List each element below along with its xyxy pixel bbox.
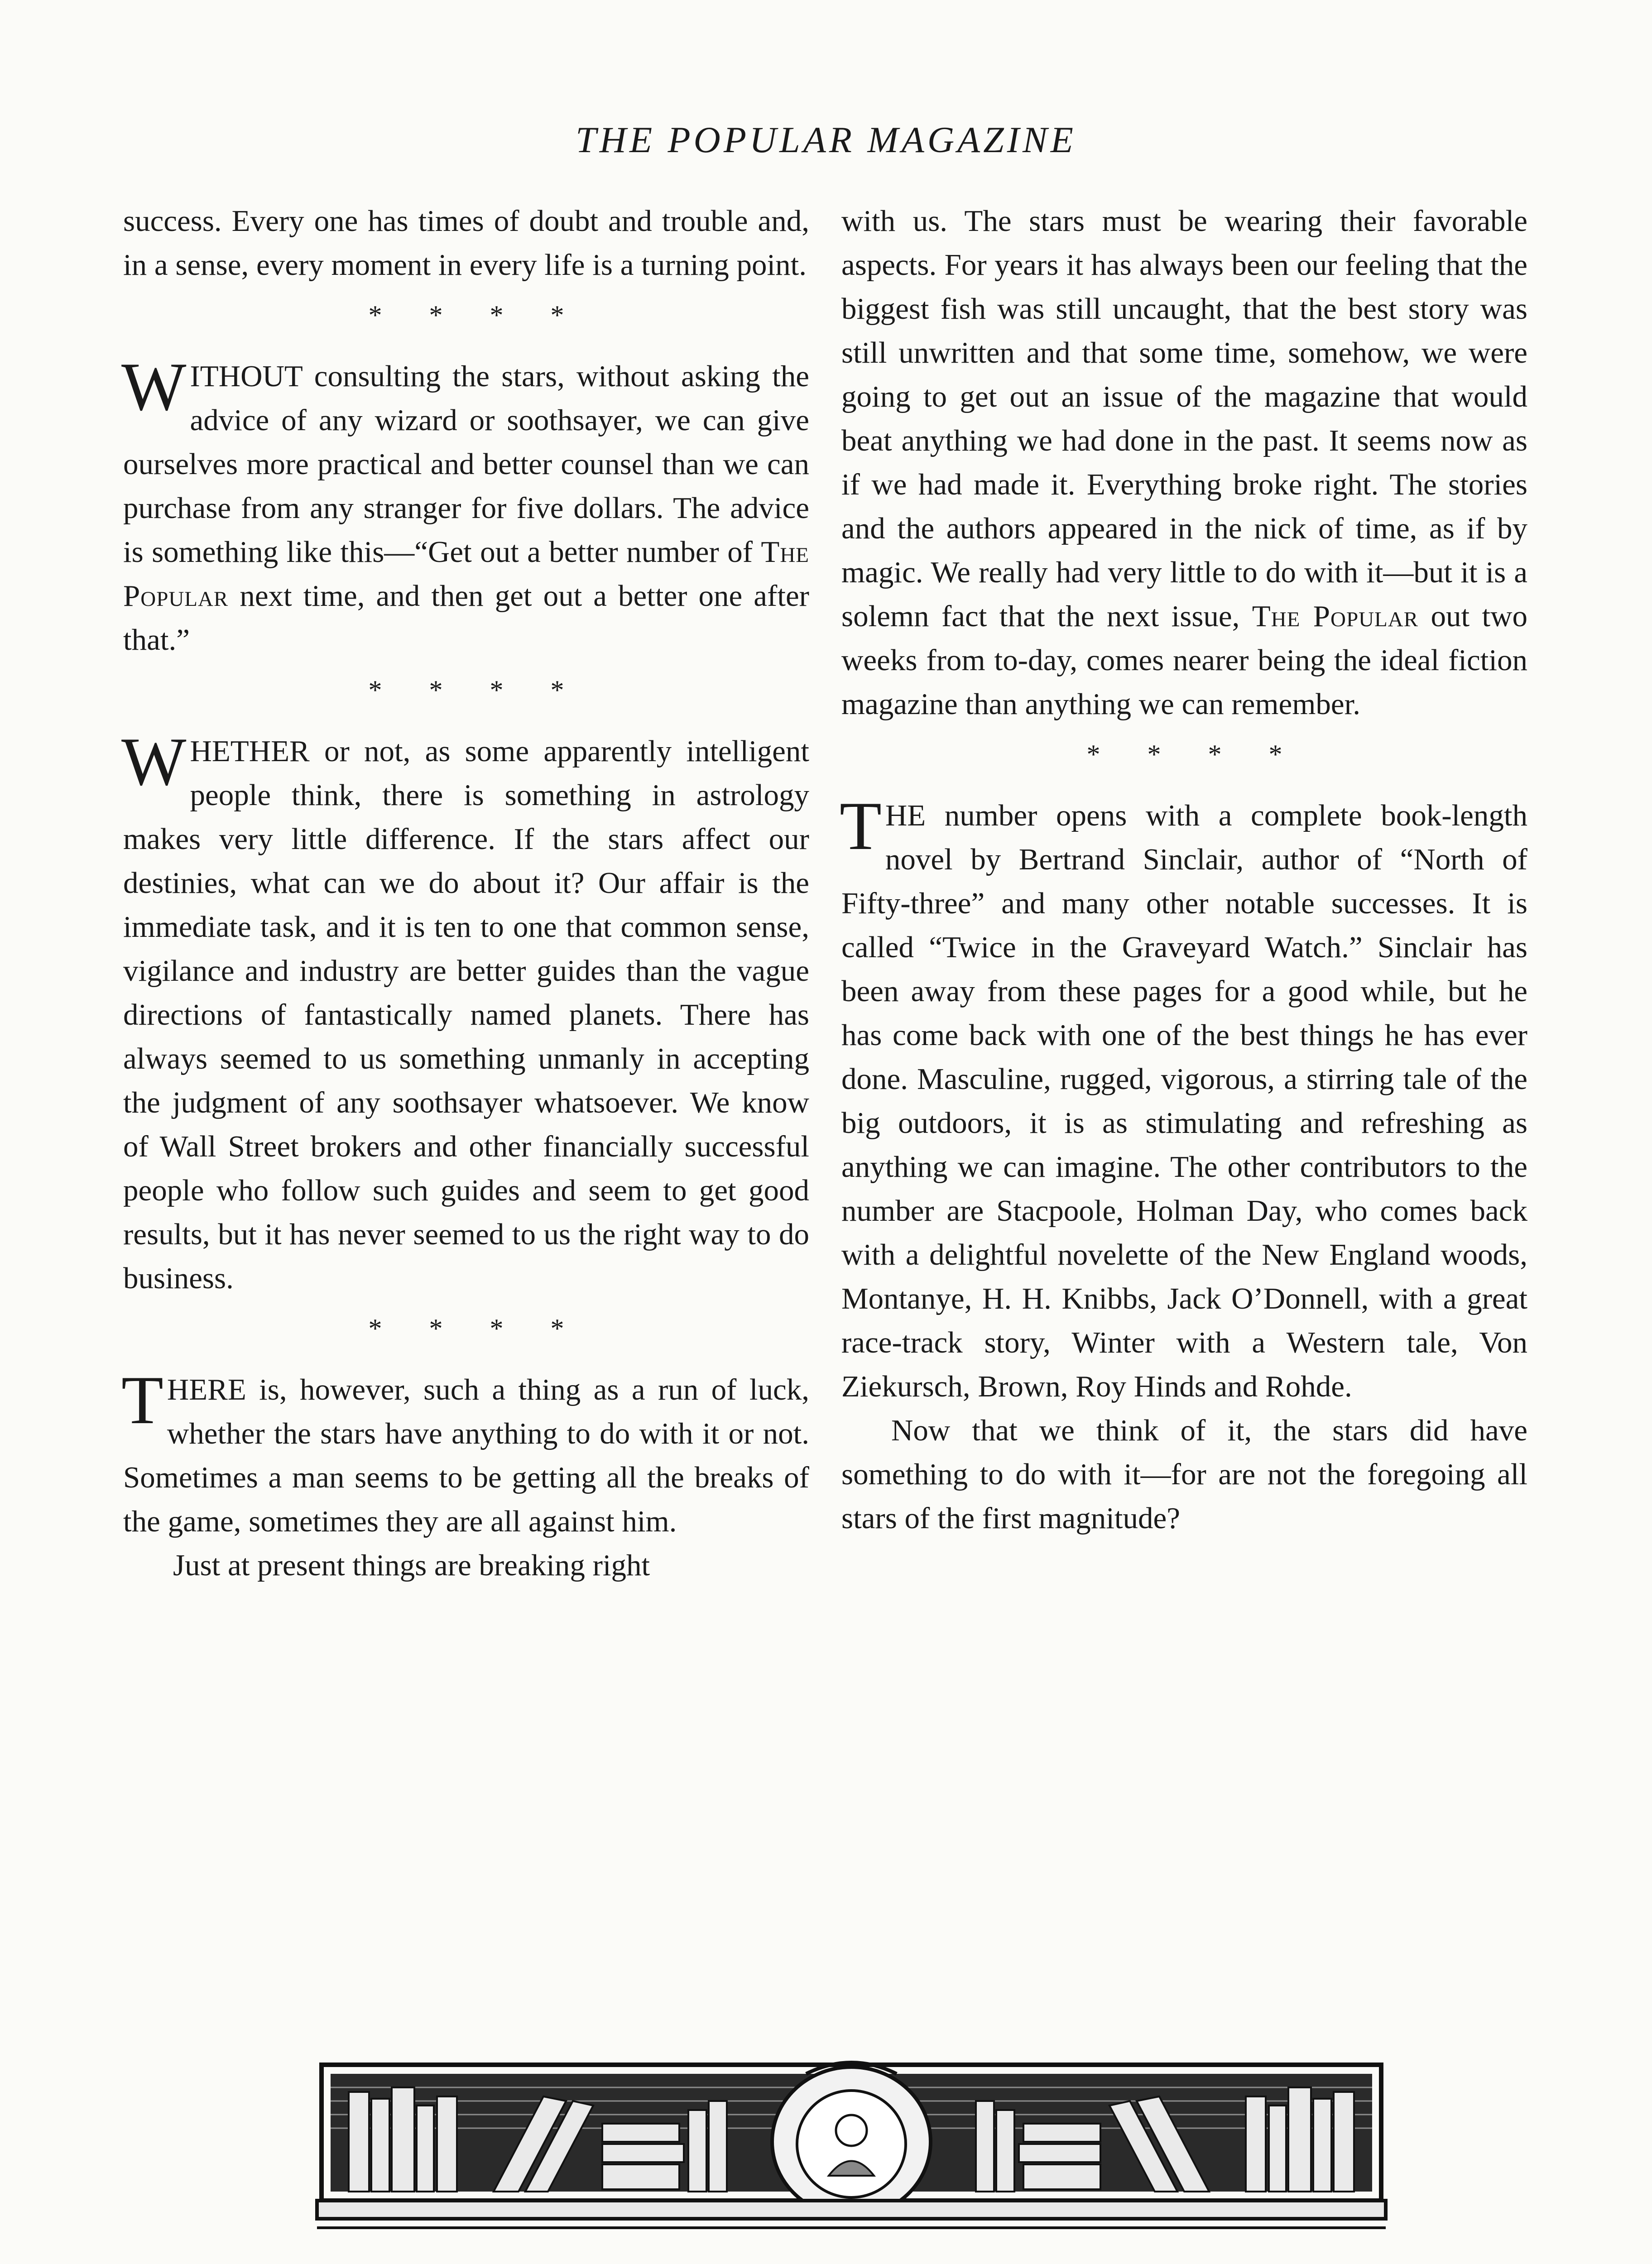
- star-icon: *: [368, 675, 382, 705]
- paragraph-text: HE number opens with a complete book-length novel by Bertrand Sinclair, author of “North of Fifty-three” and many other notable successes. It is called “Twice in the Graveyard Watch.” Sinclair has been away from these pages for a good while, but he has come back with one of the best things he has ever done. Masculine, rugged, vigorous, a stirring tale of the big outdoors, it is as stimulating and refreshing as anything we can imagine. The other contributors to the number are Stacpoole, Holman Day, who comes back with a delightful novelette of the New England woods, Montanye, H. H. Knibbs, Jack O’Donnell, with a great race-track story, Winter with a Western tale, Von Ziekursch, Brown, Roy Hinds and Rohde.: [841, 799, 1527, 1403]
- paragraph-without: [121, 349, 809, 662]
- star-icon: *: [550, 300, 564, 330]
- star-icon: *: [490, 675, 504, 705]
- paragraph-text: HETHER or not, as some apparently intelligent people think, there is something in astrology makes very little difference. If the stars affect our destinies, what can we do about it? Our affair is the immediate task, and it is ten to one that common sense, vigilance and industry are better guides than the vague directions of fantastically named planets. There has always seemed to us something unmanly in accepting the judgment of any soothsayer whatsoever. We know of Wall Street brokers and other financially successful people who follow such guides and seem to get good results, but it has never seemed to us the right way to do business.: [123, 734, 809, 1295]
- paragraph-whether: [121, 724, 809, 1300]
- paragraph-text: ITHOUT consulting the stars, without asking the advice of any wizard or soothsayer, we can give ourselves more practical and better counsel than we can purchase from any stranger for five dollars. The advice is something like this—“Get out a better number of: [123, 360, 809, 569]
- star-icon: *: [490, 1314, 504, 1343]
- paragraph-there: [121, 1362, 809, 1544]
- star-icon: *: [429, 675, 443, 705]
- drop-cap: W: [121, 724, 187, 800]
- star-icon: *: [429, 300, 443, 330]
- running-head: THE POPULAR MAGAZINE: [576, 119, 1076, 160]
- drop-cap: T: [121, 1362, 163, 1438]
- section-divider-stars: [123, 293, 809, 337]
- star-icon: *: [1268, 739, 1282, 769]
- right-column: [841, 199, 1527, 1540]
- star-icon: *: [429, 1314, 443, 1343]
- bookshelf-ornament-icon: [312, 2056, 1390, 2246]
- star-icon: *: [1086, 739, 1100, 769]
- paragraph-now-that: Now that we think of it, the stars did have something to do with it—for are not the foregoing all stars of the first magnitude?: [841, 1414, 1527, 1535]
- star-icon: *: [490, 300, 504, 330]
- star-icon: *: [550, 1314, 564, 1343]
- star-icon: *: [368, 300, 382, 330]
- star-icon: *: [1208, 739, 1222, 769]
- star-icon: *: [1147, 739, 1161, 769]
- star-icon: *: [550, 675, 564, 705]
- paragraph-text: next time, and then get out a better one after that.”: [123, 579, 809, 657]
- paragraph-text: out two weeks from to-day, comes nearer being the ideal fiction magazine than anything we can remember.: [841, 600, 1527, 721]
- star-icon: *: [368, 1314, 382, 1343]
- paragraph-with-us: [841, 199, 1527, 726]
- section-divider-stars: [123, 668, 809, 712]
- paragraph-text: HERE is, however, such a thing as a run of luck, whether the stars have anything to do with it or not. Sometimes a man seems to be getting all the breaks of the game, sometimes they are all against him.: [123, 1373, 809, 1538]
- magazine-name: The Popular: [1252, 600, 1419, 633]
- paragraph-just-at-present: Just at present things are breaking right: [173, 1549, 650, 1582]
- paragraph-text: with us. The stars must be wearing their favorable aspects. For years it has always been our feeling that the biggest fish was still uncaught, that the best story was still unwritten and that some time, somehow, we were going to get out an issue of the magazine that would beat anything we had done in the past. It seems now as if we had made it. Everything broke right. The stories and the authors appeared in the nick of time, as if by magic. We really had very little to do with it—but it is a solemn fact that the next issue,: [841, 204, 1527, 633]
- paragraph-success: success. Every one has times of doubt and trouble and, in a sense, every moment in every life is a turning point.: [123, 204, 809, 282]
- section-divider-stars: [841, 733, 1527, 777]
- left-column: [123, 199, 809, 1588]
- paragraph-the-number: [840, 788, 1527, 1409]
- section-divider-stars: [123, 1307, 809, 1351]
- drop-cap: W: [121, 349, 187, 425]
- magazine-name: The Popular: [123, 535, 809, 613]
- drop-cap: T: [840, 788, 882, 864]
